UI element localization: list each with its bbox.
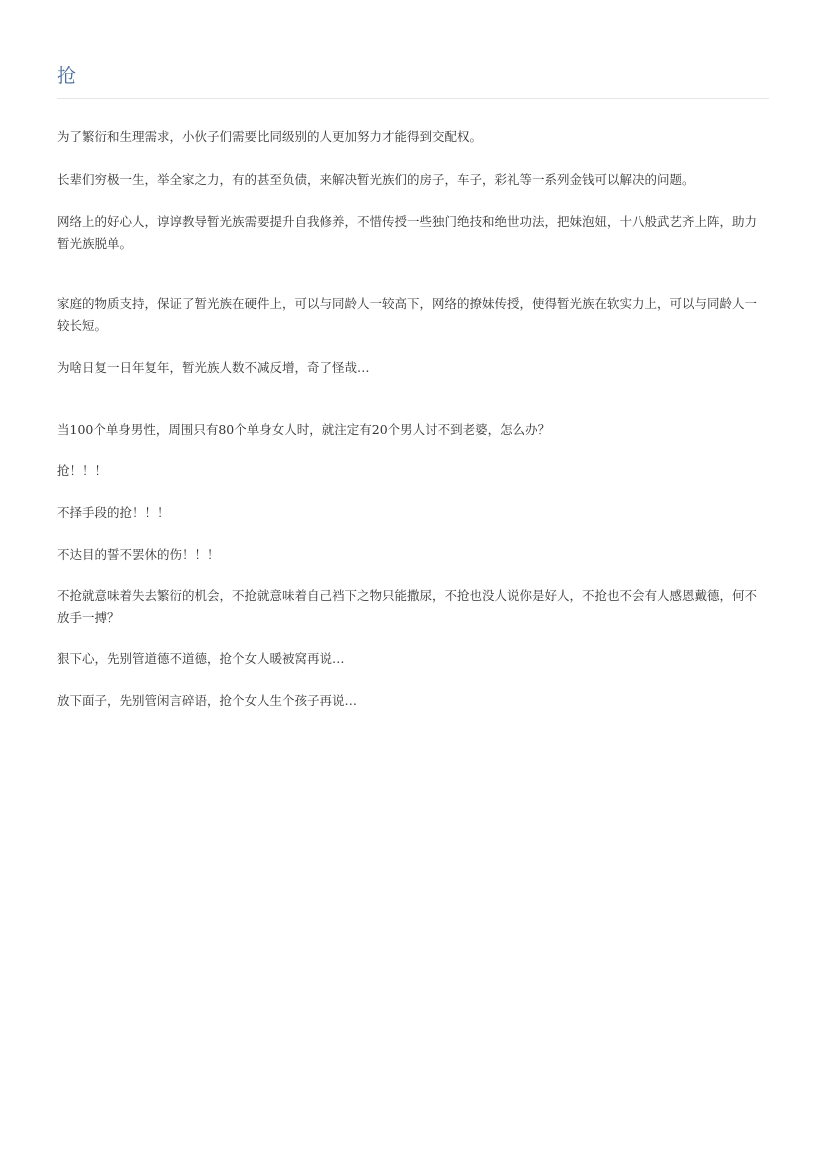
paragraph-6: 当100个单身男性，周围只有80个单身女人时，就注定有20个男人讨不到老婆，怎么办？ xyxy=(57,422,551,437)
paragraph-12: 放下面子，先别管闲言碎语，抢个女人生个孩子再说… xyxy=(57,693,358,708)
page-title: 抢 xyxy=(57,65,77,87)
paragraph-5: 为啥日复一日年复年，暂光族人数不减反增，奇了怪哉… xyxy=(57,360,370,375)
paragraph-3: 网络上的好心人，谆谆教导暂光族需要提升自我修养，不惜传授一些独门绝技和绝世功法，把妹泡妞，十八般武艺齐上阵，助力暂光族脱单。 xyxy=(57,214,758,251)
paragraph-4: 家庭的物质支持，保证了暂光族在硬件上，可以与同龄人一较高下，网络的撩妹传授，使得暂光族在软实力上，可以与同龄人一较长短。 xyxy=(57,296,758,333)
paragraph-11: 狠下心，先别管道德不道德，抢个女人暖被窝再说… xyxy=(57,651,345,666)
paragraph-7: 抢！！！ xyxy=(57,463,108,478)
title-divider xyxy=(57,98,769,99)
paragraph-9: 不达目的誓不罢休的伤！！！ xyxy=(57,547,220,562)
paragraph-8: 不择手段的抢！！！ xyxy=(57,505,170,520)
paragraph-10: 不抢就意味着失去繁衍的机会，不抢就意味着自己裆下之物只能撒尿，不抢也没人说你是好人，不抢也不会有人感恩戴德，何不放手一搏？ xyxy=(57,588,758,625)
paragraph-1: 为了繁衍和生理需求，小伙子们需要比同级别的人更加努力才能得到交配权。 xyxy=(57,129,483,144)
paragraph-2: 长辈们穷极一生，举全家之力，有的甚至负债，来解决暂光族们的房子，车子，彩礼等一系列金钱可以解决的问题。 xyxy=(57,172,695,187)
